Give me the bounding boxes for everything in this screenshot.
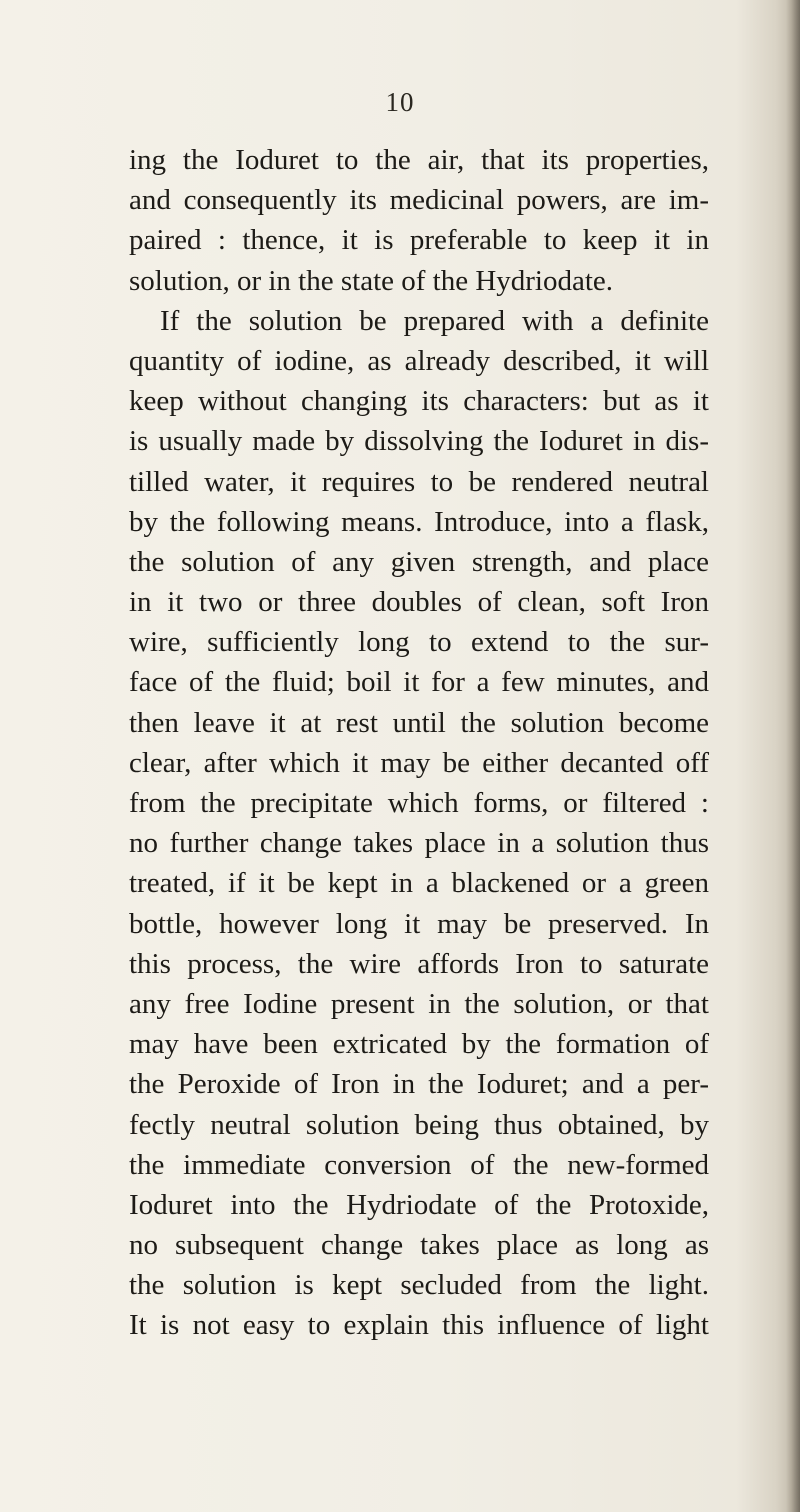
text-line: and consequently its medicinal powers, are im-	[129, 184, 709, 217]
text-line: no further change takes place in a solution thus	[129, 827, 709, 860]
text-line: the immediate conversion of the new-formed	[129, 1148, 709, 1181]
page-number: 10	[385, 87, 415, 117]
text-line: tilled water, it requires to be rendered neutral	[129, 465, 709, 498]
text-line: this process, the wire affords Iron to saturate	[129, 947, 709, 980]
text-line: It is not easy to explain this influence of light	[129, 1309, 709, 1342]
body-text	[129, 140, 709, 1346]
text-line: solution, or in the state of the Hydriodate.	[129, 264, 614, 297]
text-line: treated, if it be kept in a blackened or a green	[129, 867, 709, 900]
text-line: Ioduret into the Hydriodate of the Protoxide,	[129, 1188, 709, 1221]
text-line: fectly neutral solution being thus obtained, by	[129, 1108, 709, 1141]
text-line: the solution is kept secluded from the light.	[129, 1269, 709, 1302]
page-edge-shadow	[786, 0, 800, 1512]
text-line: face of the fluid; boil it for a few minutes, and	[129, 666, 709, 699]
text-line: from the precipitate which forms, or filtered :	[129, 787, 709, 819]
text-line: wire, sufficiently long to extend to the sur-	[129, 626, 709, 659]
text-line: bottle, however long it may be preserved. In	[129, 907, 709, 940]
text-line: no subsequent change takes place as long as	[129, 1229, 709, 1262]
text-line: is usually made by dissolving the Ioduret in dis-	[129, 425, 709, 458]
text-line: keep without changing its characters: but as it	[129, 385, 709, 418]
text-line: paired : thence, it is preferable to keep it in	[129, 224, 709, 257]
text-line: clear, after which it may be either decanted off	[129, 746, 709, 779]
text-line: the Peroxide of Iron in the Ioduret; and a per-	[129, 1068, 709, 1101]
text-line: the solution of any given strength, and place	[129, 545, 709, 578]
text-line: If the solution be prepared with a definite	[160, 304, 709, 337]
text-line: then leave it at rest until the solution become	[129, 706, 709, 739]
text-line: any free Iodine present in the solution, or that	[129, 987, 709, 1020]
text-line: quantity of iodine, as already described, it will	[129, 344, 709, 377]
text-line: ing the Ioduret to the air, that its properties,	[129, 144, 709, 176]
text-line: in it two or three doubles of clean, soft Iron	[129, 586, 709, 619]
text-line: may have been extricated by the formation of	[129, 1028, 709, 1061]
text-line: by the following means. Introduce, into a flask,	[129, 505, 709, 538]
